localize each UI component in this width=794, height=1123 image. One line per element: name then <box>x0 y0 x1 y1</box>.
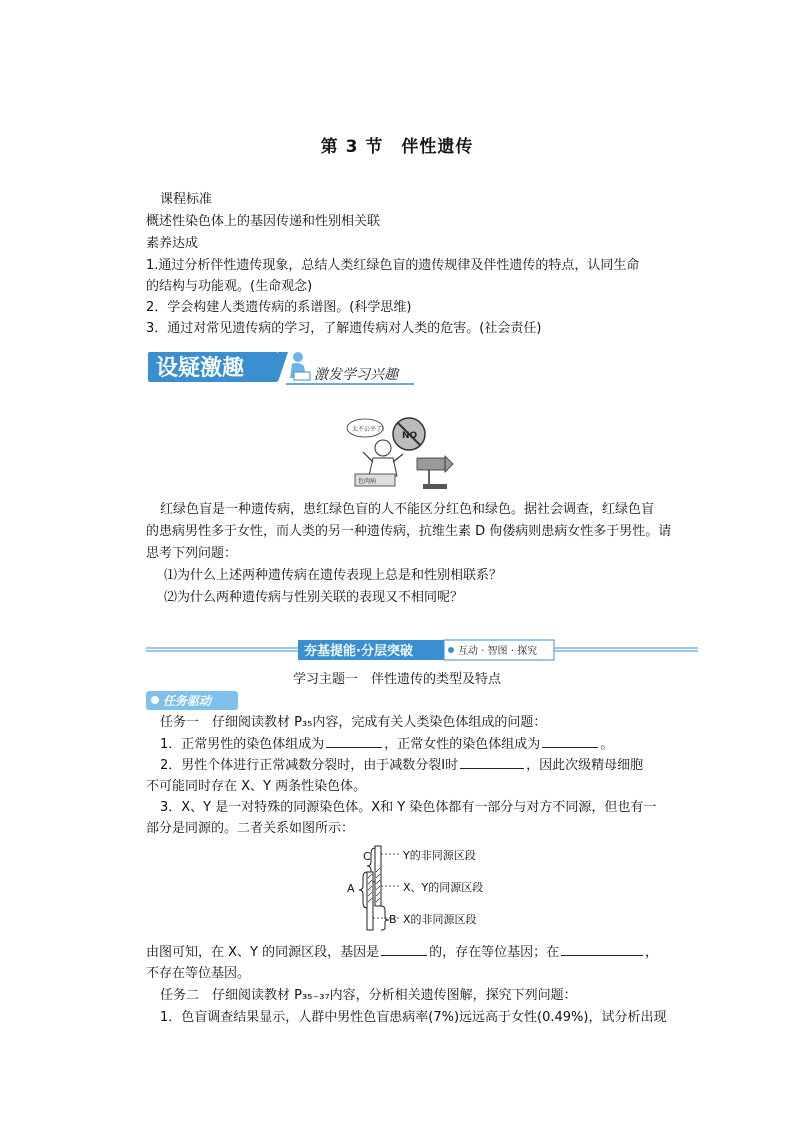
divider-sub-text: 互动 · 智图 · 探究 <box>458 646 538 657</box>
section-divider <box>146 638 698 662</box>
speech-bubble-text: 太不公平了! <box>352 426 385 433</box>
intro-line-3: 思考下列问题： <box>146 546 238 561</box>
intro-question-2: ⑵为什么两种遗传病与性别关联的表现又不相同呢？ <box>164 590 464 605</box>
arrow-sign-icon <box>417 456 453 489</box>
task2-intro: 任务二 仔细阅读教材 P₃₅₋₃₇内容，分析相关遗传图解，探究下列问题： <box>160 988 577 1003</box>
cartoon-illustration <box>345 412 455 492</box>
no-sign-text: NO <box>402 431 418 441</box>
literacy-item-1-cont: 的结构与功能观。(生命观念) <box>146 279 313 294</box>
topic-heading: 学习主题一 伴性遗传的类型及特点 <box>292 672 501 687</box>
answer-blank[interactable] <box>381 943 427 956</box>
xy-homologous-label: X、Y的同源区段 <box>403 881 484 894</box>
answer-blank[interactable] <box>326 735 382 748</box>
intro-line-2: 的患病男性多于女性，而人类的另一种遗传病，抗维生素 D 佝偻病则患病女性多于男性。请 <box>146 524 672 539</box>
literacy-item-1: 1.通过分析伴性遗传现象，总结人类红绿色盲的遗传规律及伴性遗传的特点，认同生命 <box>146 258 640 273</box>
answer-blank[interactable] <box>542 735 598 748</box>
task1-intro: 任务一 仔细阅读教材 P₃₅内容，完成有关人类染色体组成的问题： <box>160 715 547 730</box>
task-icon <box>151 696 159 704</box>
literacy-item-3: 3．通过对常见遗传病的学习，了解遗传病对人类的危害。(社会责任) <box>146 321 542 336</box>
task1-question-2-cont: 不可能同时存在 X、Y 两条性染色体。 <box>146 779 367 794</box>
banner-sub-text: 激发学习兴趣 <box>314 367 398 383</box>
label-b: B <box>389 913 397 926</box>
task2-question-1: 1．色盲调查结果显示，人群中男性色盲患病率(7%)远远高于女性(0.49%)，试分析出现 <box>160 1010 667 1025</box>
divider-main-text: 夯基提能·分层突破 <box>304 644 413 659</box>
task1-question-2: 2．男性个体进行正常减数分裂时，由于减数分裂Ⅰ时 ，因此次级精母细胞 <box>160 758 644 773</box>
task1-question-3: 3．X、Y 是一对特殊的同源染色体。X和 Y 染色体都有一部分与对方不同源，但也有一 <box>160 800 657 815</box>
intro-line-1: 红绿色盲是一种遗传病，患红绿色盲的人不能区分红色和绿色。据社会调查，红绿色盲 <box>160 502 655 517</box>
answer-blank[interactable] <box>561 943 643 956</box>
label-a: A <box>347 882 355 895</box>
xy-chromosome-diagram <box>345 842 505 932</box>
literacy-item-2: 2．学会构建人类遗传病的系谱图。(科学思维) <box>146 300 412 315</box>
standards-heading: 课程标准 <box>160 192 213 207</box>
task1-question-3-cont: 部分是同源的。二者关系如图所示： <box>146 821 355 836</box>
intro-question-1: ⑴为什么上述两种遗传病在遗传表现上总是和性别相联系？ <box>164 568 503 583</box>
answer-blank[interactable] <box>460 756 524 769</box>
banner-main-text: 设疑激趣 <box>156 356 245 381</box>
no-sign-icon <box>393 418 425 450</box>
task1-question-1: 1．正常男性的染色体组成为 ，正常女性的染色体组成为 。 <box>160 737 614 752</box>
section-banner-interest <box>146 348 416 388</box>
page-title: 第 3 节 伴性遗传 <box>320 137 474 157</box>
reading-person-icon <box>290 352 310 380</box>
conclusion-line-2: 不存在等位基因。 <box>146 966 251 981</box>
label-c: C <box>363 850 371 863</box>
x-nonhomologous-label: X的非同源区段 <box>403 913 477 926</box>
conclusion-line-1: 由图可知，在 X、Y 的同源区段，基因是 的，存在等位基因；在 ， <box>146 945 659 960</box>
literacy-heading: 素养达成 <box>146 236 199 251</box>
pot-label: 色肉病 <box>358 478 377 485</box>
bullet-icon <box>448 647 454 653</box>
y-nonhomologous-label: Y的非同源区段 <box>403 849 476 862</box>
standards-text: 概述性染色体上的基因传递和性别相关联 <box>146 214 381 229</box>
task-drive-badge <box>146 690 242 712</box>
task-drive-text: 任务驱动 <box>163 694 212 708</box>
